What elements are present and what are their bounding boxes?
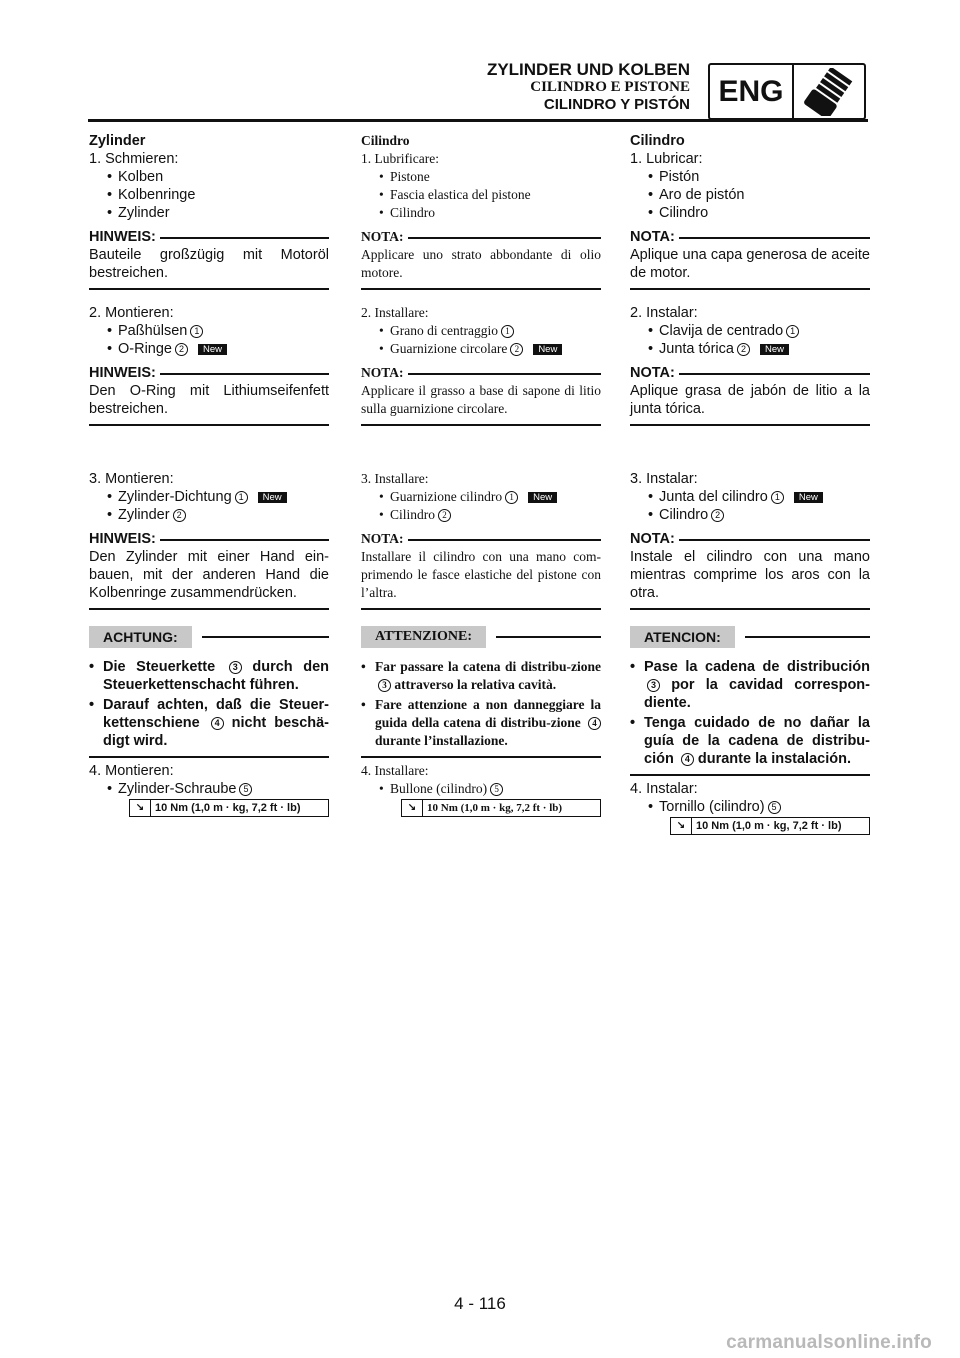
caution-header: ACHTUNG:: [89, 626, 329, 648]
header-title-it: CILINDRO E PISTONE: [530, 79, 690, 95]
new-badge: New: [258, 492, 287, 503]
note-header: NOTA:: [630, 364, 870, 382]
note-text: Applicare il grasso a base di sapone di litio sulla guarnizione circolare.: [361, 383, 601, 416]
wrench-icon: ↘: [402, 800, 423, 816]
header-title-es: CILINDRO Y PISTÓN: [543, 96, 690, 113]
new-badge: New: [198, 344, 227, 355]
divider: [361, 608, 601, 610]
step-4: 4. Instalar:: [630, 781, 698, 797]
list-item: • O-Ringe 2 New: [89, 340, 329, 358]
list-item: • Guarnizione cilindro 1 New: [361, 488, 601, 506]
column-italian: [361, 132, 601, 817]
caution-item: • Darauf achten, daß die Steuer-kettenschiene 4 nicht beschä-digt wird.: [89, 696, 329, 750]
list-item: • Zylinder-Schraube 5: [89, 780, 329, 798]
list-item: • Tornillo (cilindro) 5: [630, 798, 870, 816]
section-title: Cilindro: [361, 133, 410, 148]
list-item: • Paßhülsen 1: [89, 322, 329, 340]
note-header: NOTA:: [361, 228, 601, 246]
list-item: • Cilindro: [630, 204, 870, 222]
list-item: • Cilindro: [361, 204, 601, 222]
torque-spec: ↘ 10 Nm (1,0 m · kg, 7,2 ft · lb): [670, 817, 870, 835]
list-item: • Zylinder: [89, 204, 329, 222]
section-title: Zylinder: [89, 133, 146, 149]
note-text: Aplique grasa de jabón de litio a la junta tórica.: [630, 383, 870, 417]
caution-item: • Die Steuerkette 3 durch den Steuerkettenschacht führen.: [89, 658, 329, 694]
caution-item: • Tenga cuidado de no dañar la guía de la cadena de distribu-ción 4 durante la instalación.: [630, 714, 870, 768]
column-spanish: [630, 132, 870, 835]
wrench-icon: ↘: [671, 818, 692, 834]
divider: [630, 608, 870, 610]
torque-spec: ↘ 10 Nm (1,0 m · kg, 7,2 ft · lb): [129, 799, 329, 817]
header-title-de: ZYLINDER UND KOLBEN: [486, 60, 690, 79]
list-item: • Cilindro 2: [361, 506, 601, 524]
new-badge: New: [794, 492, 823, 503]
step-2: 2. Instalar:: [630, 305, 698, 321]
list-item: • Bullone (cilindro) 5: [361, 780, 601, 798]
step-2: 2. Montieren:: [89, 305, 174, 321]
step-1: 1. Lubricar:: [630, 151, 703, 167]
new-badge: New: [760, 344, 789, 355]
new-badge: New: [528, 492, 557, 503]
note-text: Aplique una capa generosa de aceite de motor.: [630, 247, 870, 281]
list-item: • Kolben: [89, 168, 329, 186]
list-item: • Zylinder 2: [89, 506, 329, 524]
caution-header: ATTENZIONE:: [361, 626, 601, 648]
lang-label: ENG: [710, 65, 794, 118]
page-number: 4 - 116: [454, 1294, 506, 1313]
list-item: • Fascia elastica del pistone: [361, 186, 601, 204]
list-item: • Aro de pistón: [630, 186, 870, 204]
note-header: HINWEIS:: [89, 228, 329, 246]
list-item: • Pistón: [630, 168, 870, 186]
section-title: Cilindro: [630, 133, 685, 149]
note-header: HINWEIS:: [89, 364, 329, 382]
step-1: 1. Lubrificare:: [361, 151, 439, 166]
step-1: 1. Schmieren:: [89, 151, 179, 167]
step-2: 2. Installare:: [361, 305, 429, 320]
new-badge: New: [533, 344, 562, 355]
list-item: • Zylinder-Dichtung 1 New: [89, 488, 329, 506]
list-item: • Cilindro 2: [630, 506, 870, 524]
divider: [89, 608, 329, 610]
step-4: 4. Installare:: [361, 763, 429, 778]
step-4: 4. Montieren:: [89, 763, 174, 779]
caution-item: • Pase la cadena de distribución 3 por la cavidad correspon-diente.: [630, 658, 870, 712]
list-item: • Junta del cilindro 1 New: [630, 488, 870, 506]
note-text: Bauteile großzügig mit Motoröl bestreichen.: [89, 247, 329, 281]
wrench-icon: ↘: [130, 800, 151, 816]
note-header: NOTA:: [361, 364, 601, 382]
note-text: Den O-Ring mit Lithiumseifenfett bestreichen.: [89, 383, 329, 417]
list-item: • Kolbenringe: [89, 186, 329, 204]
engine-icon: [794, 65, 864, 118]
step-3: 3. Instalar:: [630, 471, 698, 487]
note-text: Instale el cilindro con una mano mientras comprime los aros con la otra.: [630, 549, 870, 601]
list-item: • Junta tórica 2 New: [630, 340, 870, 358]
eng-box: [708, 63, 866, 120]
note-text: Applicare uno strato abbondante di olio motore.: [361, 247, 601, 280]
watermark: carmanualsonline.info: [726, 1332, 932, 1353]
note-header: NOTA:: [630, 228, 870, 246]
caution-header: ATENCION:: [630, 626, 870, 648]
caution-item: • Fare attenzione a non danneggiare la guida della catena di distribu-zione 4 durante l’installazione.: [361, 696, 601, 750]
list-item: • Clavija de centrado 1: [630, 322, 870, 340]
list-item: • Grano di centraggio 1: [361, 322, 601, 340]
list-item: • Pistone: [361, 168, 601, 186]
note-header: NOTA:: [361, 530, 601, 548]
list-item: • Guarnizione circolare 2 New: [361, 340, 601, 358]
step-3: 3. Installare:: [361, 471, 429, 486]
note-text: Installare il cilindro con una mano com-primendo le fasce elastiche del pistone con l’altra.: [361, 549, 601, 600]
caution-item: • Far passare la catena di distribu-zione 3 attraverso la relativa cavità.: [361, 658, 601, 694]
column-german: [89, 132, 329, 817]
note-text: Den Zylinder mit einer Hand ein-bauen, mit der anderen Hand die Kolbenringe zusammendrücken.: [89, 549, 329, 601]
note-header: HINWEIS:: [89, 530, 329, 548]
step-3: 3. Montieren:: [89, 471, 174, 487]
note-header: NOTA:: [630, 530, 870, 548]
torque-spec: ↘ 10 Nm (1,0 m · kg, 7,2 ft · lb): [401, 799, 601, 817]
